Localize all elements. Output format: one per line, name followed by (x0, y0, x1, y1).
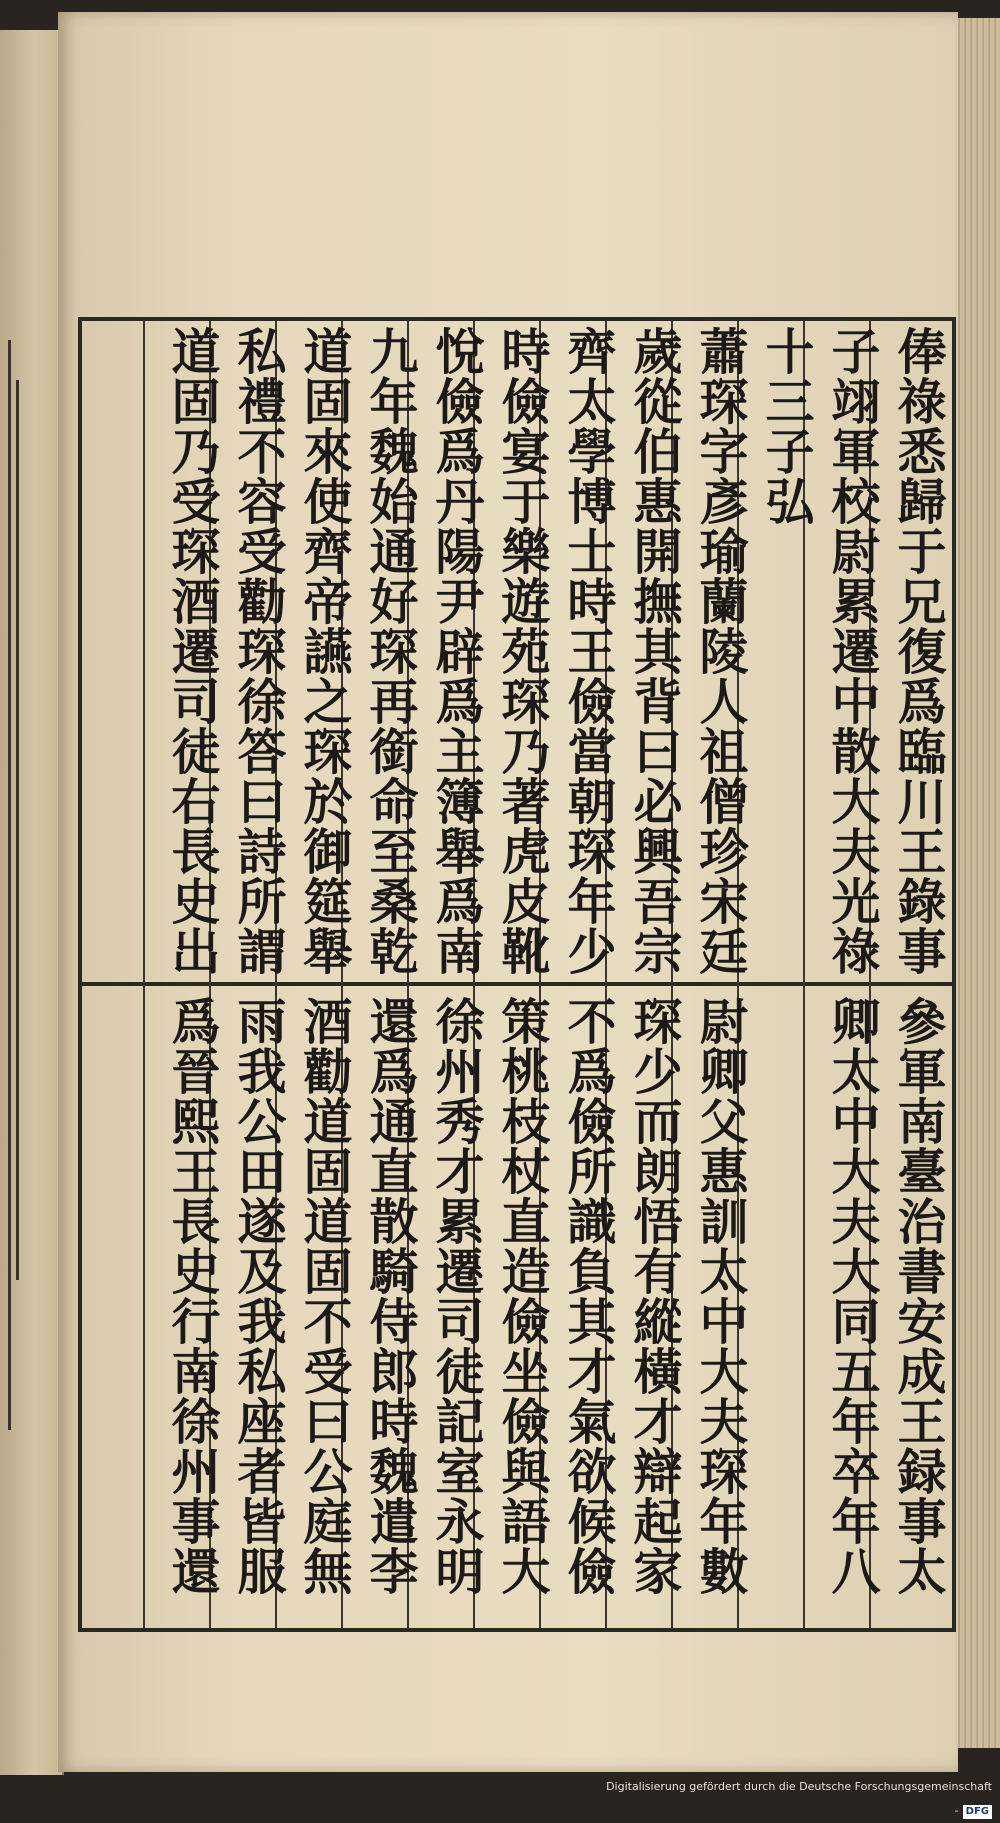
text-column-6-lower: 不爲儉所識負其才氣欲候儉 (560, 996, 618, 1596)
text-column-2-upper: 子翊軍校尉累遷中散大夫光祿 (824, 326, 882, 976)
text-column-6-upper: 齊太學博士時王儉當朝琛年少 (560, 326, 618, 976)
text-column-12-upper: 道固乃受琛酒遷司徒右長史出 (164, 326, 222, 976)
dfg-logo: DFG (963, 1805, 992, 1819)
text-column-11-upper: 私禮不容受勸琛徐答曰詩所謂 (230, 326, 288, 976)
credit-text: Digitalisierung gefördert durch die Deutsche Forschungsgemeinschaft - (606, 1780, 992, 1817)
text-column-1-upper: 俸祿悉歸于兄復爲臨川王錄事 (890, 326, 948, 976)
text-column-4-upper: 蕭琛字彥瑜蘭陵人祖僧珍宋廷 (692, 326, 750, 976)
text-column-9-upper: 九年魏始通好琛再銜命至桑乾 (362, 326, 420, 976)
text-column-7-lower: 策桃枝杖直造儉坐儉與語大 (494, 996, 552, 1596)
text-column-3-lower (754, 996, 820, 1626)
text-column-12-lower: 爲晉熙王長史行南徐州事還 (164, 996, 222, 1596)
text-column-8-lower: 徐州秀才累遷司徒記室永明 (428, 996, 486, 1596)
text-column-10-lower: 酒勸道固道固不受曰公庭無 (296, 996, 354, 1596)
text-column-5-upper: 歲從伯惠開撫其背曰必興吾宗 (626, 326, 684, 976)
text-column-4-lower: 尉卿父惠訓太中大夫琛年數 (692, 996, 750, 1596)
column-line (143, 321, 145, 1628)
digitization-credit (600, 1775, 992, 1817)
text-column-1-lower: 參軍南臺治書安成王録事太 (890, 996, 948, 1596)
left-page-rule (8, 340, 11, 1430)
left-page-rule (16, 380, 19, 1280)
text-column-9-lower: 還爲通直散騎侍郎時魏遣李 (362, 996, 420, 1596)
text-column-2-lower: 卿太中大夫大同五年卒年八 (824, 996, 882, 1596)
text-column-7-upper: 時儉宴于樂遊苑琛乃著虎皮靴 (494, 326, 552, 976)
page-stack-edge (955, 18, 1000, 1748)
text-column-11-lower: 雨我公田遂及我私座者皆服 (230, 996, 288, 1596)
text-column-3-upper: 十三子弘 (758, 326, 816, 526)
text-column-10-upper: 道固來使齊帝讌之琛於御筵舉 (296, 326, 354, 976)
text-column-5-lower: 琛少而朗悟有縱橫才辯起家 (626, 996, 684, 1596)
text-column-8-upper: 悅儉爲丹陽尹辟爲主簿舉爲南 (428, 326, 486, 976)
